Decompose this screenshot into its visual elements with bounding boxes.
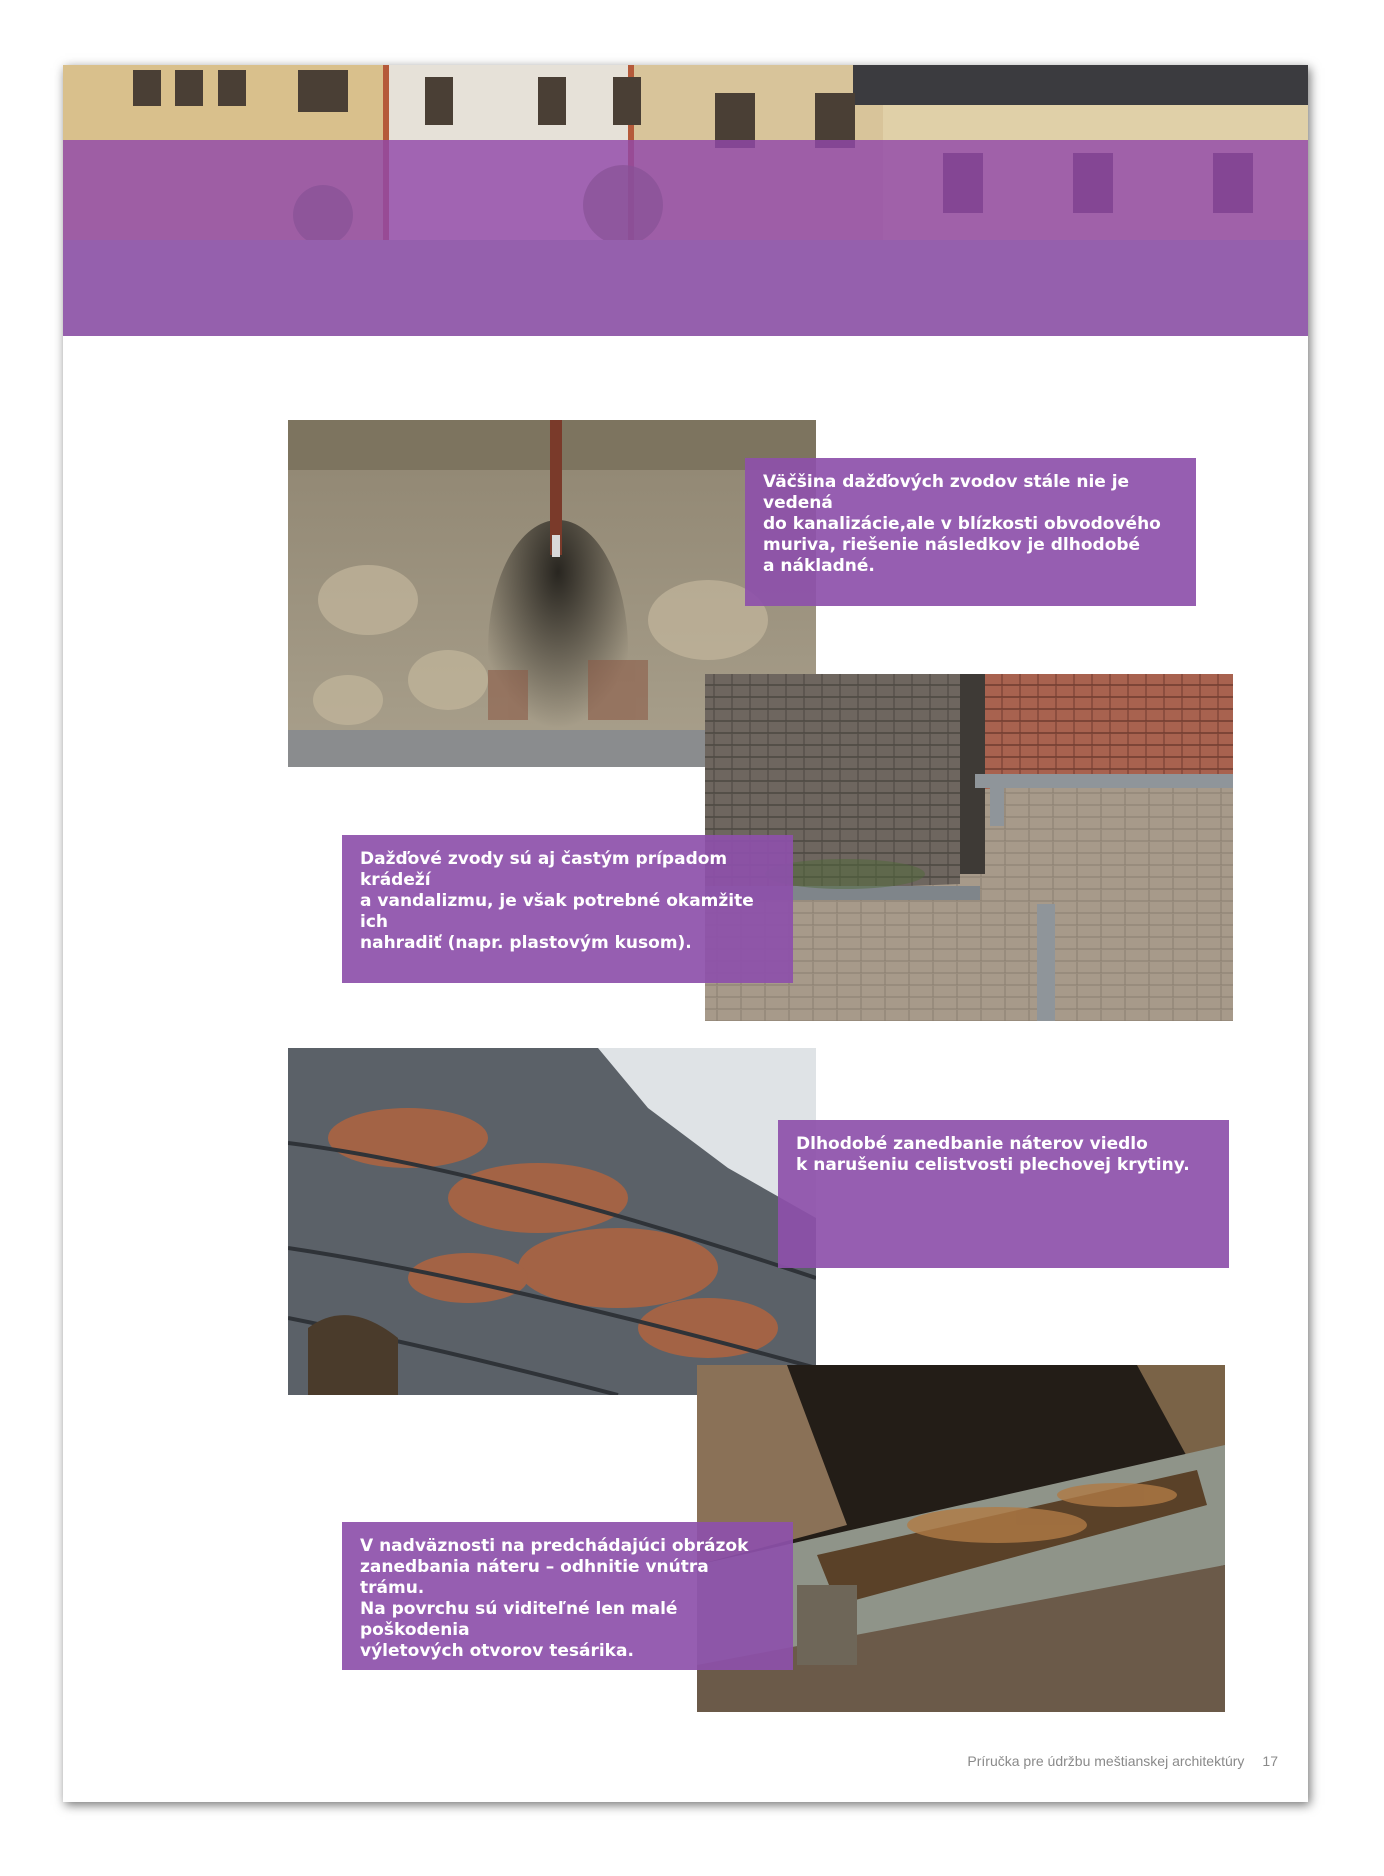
- page-footer: [948, 1753, 1278, 1769]
- footer-publication-title: Príručka pre údržbu meštianskej architektúry: [967, 1753, 1245, 1769]
- header-purple-bar: [63, 240, 1308, 336]
- caption-theft-vandalism-text: Dažďové zvody sú aj častým prípadom krádeží a vandalizmu, je však potrebné okamžite ich nahradiť (napr. plastovým kusom).: [360, 849, 754, 953]
- page-number: 17: [1262, 1753, 1278, 1769]
- metal-roof-illustration: [288, 1048, 816, 1395]
- header-purple-band: [63, 140, 1308, 240]
- caption-theft-vandalism: [342, 835, 793, 983]
- caption-rotten-beam: [342, 1522, 793, 1670]
- document-page: [63, 65, 1308, 1802]
- caption-metal-roof-text: Dlhodobé zanedbanie náterov viedlo k narušeniu celistvosti plechovej krytiny.: [796, 1134, 1190, 1175]
- caption-downpipes-sewer: [745, 458, 1196, 606]
- photo-metal-roof: [288, 1048, 816, 1395]
- caption-rotten-beam-text: V nadväznosti na predchádajúci obrázok zanedbania náteru – odhnitie vnútra trámu. Na povrchu sú viditeľné len malé poškodenia výletových otvorov tesárika.: [360, 1536, 749, 1661]
- caption-downpipes-sewer-text: Väčšina dažďových zvodov stále nie je vedená do kanalizácie,ale v blízkosti obvodového muriva, riešenie následkov je dlhodobé a nákladné.: [763, 472, 1161, 576]
- caption-metal-roof: [778, 1120, 1229, 1268]
